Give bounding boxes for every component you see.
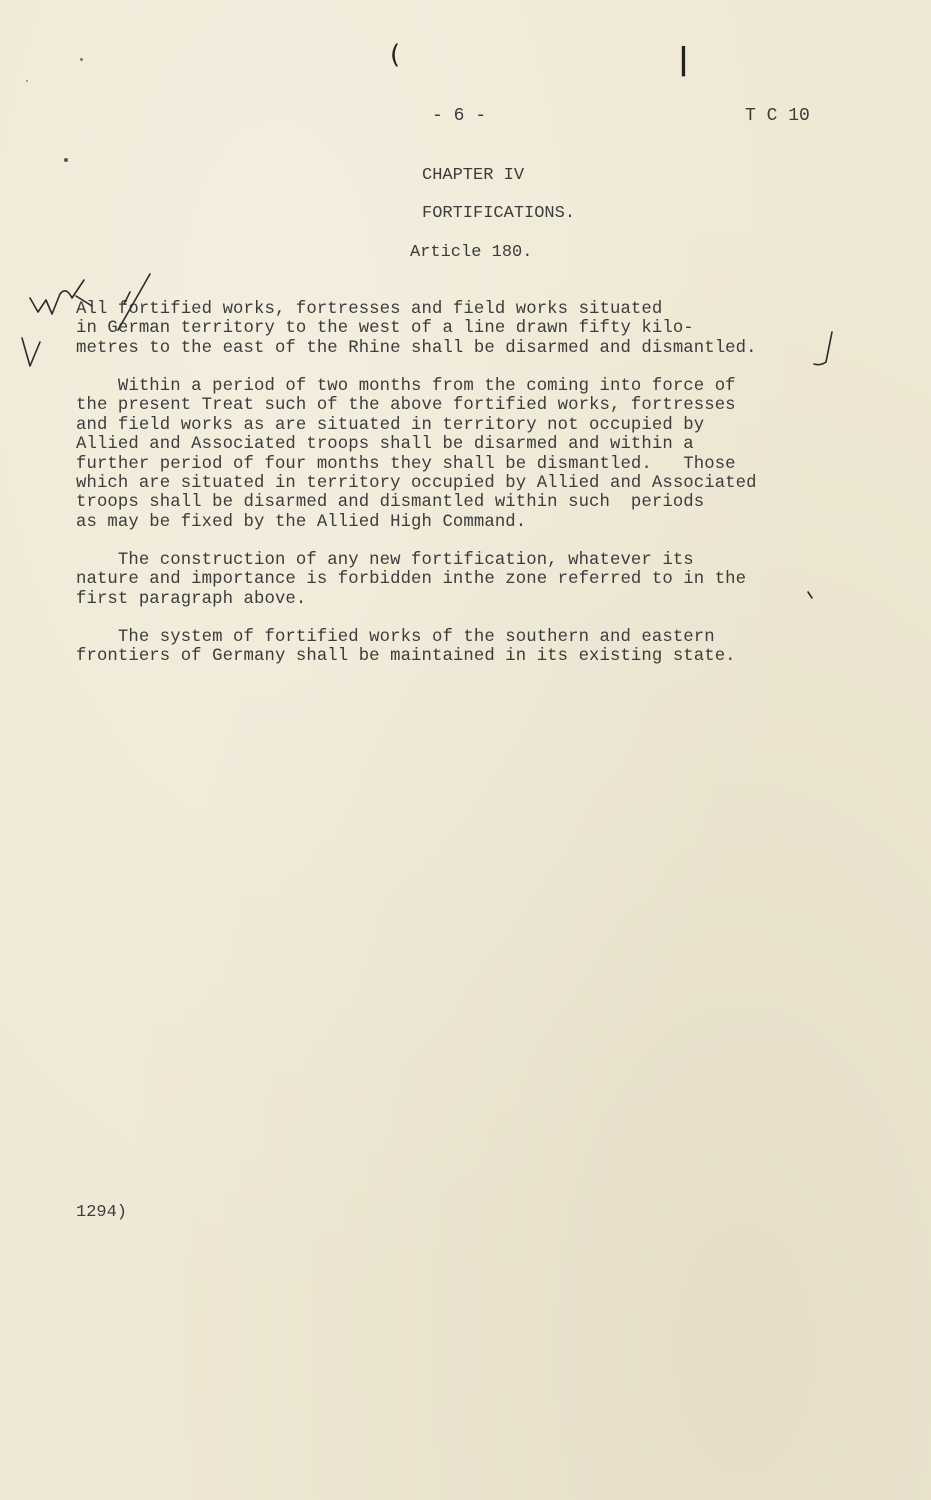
paragraph-4: The system of fortified works of the southern and eastern frontiers of Germany shall be maintained in its existing state. (76, 628, 736, 667)
page-number: - 6 - (432, 106, 487, 126)
pencil-bracket-start (124, 292, 130, 304)
document-reference: T C 10 (745, 106, 810, 126)
punch-mark-bar: | (678, 42, 689, 77)
article-heading: Article 180. (410, 243, 533, 262)
footer-code: 1294) (76, 1203, 128, 1222)
pencil-tick (808, 592, 812, 598)
paragraph-1: All fortified works, fortresses and field works situated in German territory to the west of a line drawn fifty kilo- metres to the east of the Rhine shall be disarmed and dismantled. (76, 300, 757, 358)
punch-mark-paren: ( (390, 40, 401, 70)
paragraph-3: The construction of any new fortification, whatever its nature and importance is forbidden inthe zone referred to in the first paragraph above. (76, 551, 747, 609)
chapter-heading: CHAPTER IV (422, 166, 525, 185)
pencil-bracket-start (118, 274, 150, 330)
section-heading: FORTIFICATIONS. (422, 204, 576, 223)
pencil-bracket-end (826, 332, 832, 362)
handwritten-initials (30, 280, 92, 314)
handwritten-initials (22, 338, 40, 366)
paragraph-2: Within a period of two months from the coming into force of the present Treat such of the above fortified works, fortresses and field works as are situated in territory not occupied by Allied and Associated troops shall be disarmed and within a further period of four months they shall be dismantled. Those which are situated in territory occupied by Allied and Associated troops shall be disarmed and dismantled within such periods as may be fixed by the Allied High Command. (76, 377, 757, 532)
pencil-bracket-end (814, 362, 826, 365)
